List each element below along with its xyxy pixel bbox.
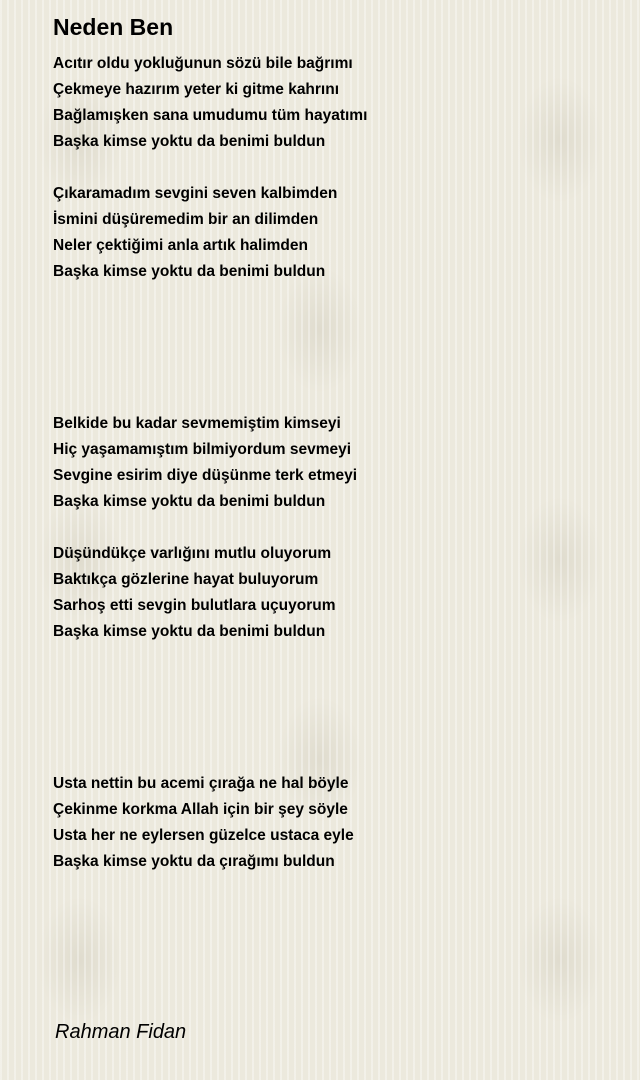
poem-line: Çıkaramadım sevgini seven kalbimden [53, 185, 338, 202]
poem-line: Başka kimse yoktu da benimi buldun [53, 623, 326, 640]
poem-line: İsmini düşüremedim bir an dilimden [53, 211, 319, 228]
poem-line: Başka kimse yoktu da benimi buldun [53, 493, 326, 510]
stanza-2 [53, 181, 337, 285]
poem-line: Acıtır oldu yokluğunun sözü bile bağrımı [53, 55, 353, 72]
poem-line: Neler çektiğimi anla artık halimden [53, 237, 308, 254]
poem-line: Bağlamışken sana umudumu tüm hayatımı [53, 107, 368, 124]
poem-line: Başka kimse yoktu da benimi buldun [53, 133, 326, 150]
poem-line: Belkide bu kadar sevmemiştim kimseyi [53, 415, 341, 432]
poem-title: Neden Ben [53, 14, 174, 40]
stanza-4 [53, 541, 336, 645]
stanza-1 [53, 51, 367, 155]
poem-line: Başka kimse yoktu da çırağımı buldun [53, 853, 335, 870]
poem-line: Başka kimse yoktu da benimi buldun [53, 263, 326, 280]
poem-line: Düşündükçe varlığını mutlu oluyorum [53, 545, 332, 562]
poem-line: Sevgine esirim diye düşünme terk etmeyi [53, 467, 358, 484]
poem-line: Sarhoş etti sevgin bulutlara uçuyorum [53, 597, 336, 614]
poem-line: Baktıkça gözlerine hayat buluyorum [53, 571, 319, 588]
stanza-5 [53, 771, 354, 875]
poem-author: Rahman Fidan [55, 1021, 187, 1043]
poem-line: Çekmeye hazırım yeter ki gitme kahrını [53, 81, 340, 98]
poem-line: Çekinme korkma Allah için bir şey söyle [53, 801, 348, 818]
stanza-3 [53, 411, 357, 515]
poem-line: Hiç yaşamamıştım bilmiyordum sevmeyi [53, 441, 352, 458]
poem-line: Usta nettin bu acemi çırağa ne hal böyle [53, 775, 349, 792]
poem-line: Usta her ne eylersen güzelce ustaca eyle [53, 827, 354, 844]
